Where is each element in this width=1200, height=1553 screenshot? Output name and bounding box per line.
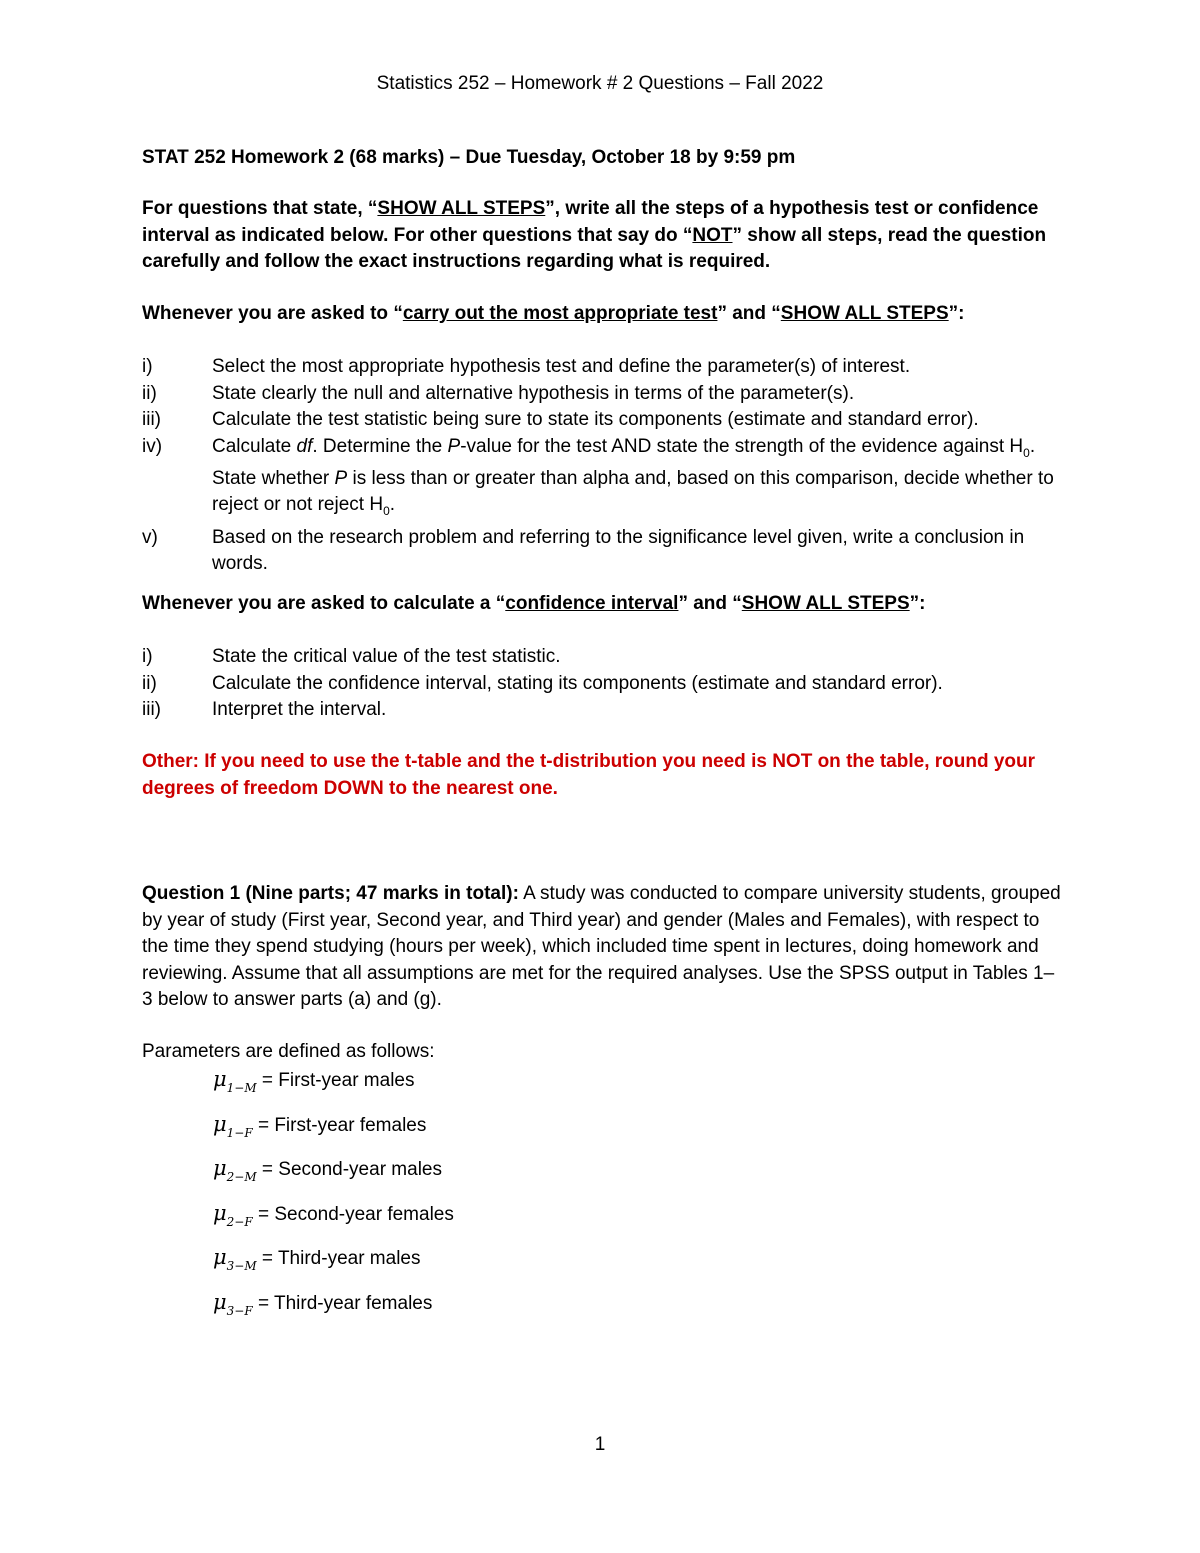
page-number: 1	[594, 1434, 606, 1455]
instructions-not: NOT	[692, 224, 733, 246]
step-text: Select the most appropriate hypothesis test and define the parameter(s) of interest.	[212, 356, 911, 377]
parameter-description: = First-year males	[256, 1070, 415, 1091]
ci-heading-text-c: ”:	[909, 593, 926, 614]
parameter-description: = Second-year males	[256, 1159, 442, 1180]
step-text: Calculate the test statistic being sure to state its components (estimate and standard error).	[212, 409, 979, 430]
mu-subscript: 1−F	[226, 1125, 253, 1140]
mu-subscript: 3−F	[226, 1303, 253, 1318]
mu-subscript: 2−M	[226, 1170, 257, 1184]
ci-heading-underlined-b: SHOW ALL STEPS	[741, 593, 910, 614]
instructions-text-3: ” show all steps, read the question carefully and follow the exact instructions regarding what is required.	[142, 224, 1047, 272]
step-text: Calculate the confidence interval, stating its components (estimate and standard error).	[212, 672, 943, 694]
instructions-text-1: For questions that state, “	[142, 198, 378, 219]
step-number: iv)	[142, 435, 163, 457]
instructions-paragraph	[142, 196, 1062, 276]
parameter-description: = Third-year females	[252, 1292, 433, 1314]
parameter-description: = Third-year males	[256, 1248, 421, 1269]
test-heading	[142, 301, 1062, 328]
list-item	[142, 354, 1072, 381]
test-heading-text-a: Whenever you are asked to “	[142, 303, 403, 324]
mu-symbol: μ	[213, 1067, 227, 1091]
mu-symbol: μ	[213, 1200, 227, 1225]
instructions-text-2: ”, write all the steps of a hypothesis test or confidence interval as indicated below. For other questions that say do “	[142, 198, 1039, 246]
list-item	[142, 671, 1072, 698]
step-text: State the critical value of the test statistic.	[212, 646, 561, 667]
ci-heading	[142, 591, 1062, 618]
test-steps-list	[142, 354, 1072, 578]
parameter-item	[213, 1062, 454, 1107]
step-number: v)	[142, 526, 158, 548]
step-number: iii)	[142, 699, 161, 720]
step-number: i)	[142, 646, 153, 667]
page-header: Statistics 252 – Homework # 2 Questions – Fall 2022	[376, 73, 824, 94]
step-number: iii)	[142, 409, 161, 430]
parameter-list	[213, 1062, 454, 1329]
list-item	[142, 381, 1072, 408]
list-item	[142, 644, 1072, 671]
step-text: Interpret the interval.	[212, 699, 387, 720]
step-number: i)	[142, 356, 153, 377]
question-1-label: Question 1 (Nine parts; 47 marks in total):	[142, 883, 519, 904]
question-1-text: A study was conducted to compare university students, grouped by year of study (First year, Second year, and Third year) and gender (Males and Females), with respect to the time they spend studying (hours per week), which included time spent in lectures, doing homework and reviewing. Assume that all assumptions are met for the required analyses. Use the SPSS output in Tables 1–3 below to answer parts (a) and (g).	[142, 883, 1061, 1010]
list-item	[142, 407, 1072, 434]
mu-symbol: μ	[213, 1111, 227, 1136]
mu-symbol: μ	[213, 1245, 227, 1269]
parameter-item	[213, 1240, 454, 1285]
list-item	[142, 525, 1072, 578]
ci-steps-list	[142, 644, 1072, 724]
homework-title: STAT 252 Homework 2 (68 marks) – Due Tuesday, October 18 by 9:59 pm	[142, 147, 796, 168]
ci-heading-text-b: ” and “	[678, 593, 742, 614]
red-note: Other: If you need to use the t-table and the t-distribution you need is NOT on the table, round your degrees of freedom DOWN to the nearest one.	[142, 751, 1036, 799]
parameter-item	[213, 1196, 454, 1241]
step-text: Based on the research problem and referring to the significance level given, write a conclusion in words.	[212, 526, 1025, 575]
test-heading-underlined-b: SHOW ALL STEPS	[780, 303, 949, 324]
parameter-item	[213, 1285, 454, 1330]
step-text: State clearly the null and alternative hypothesis in terms of the parameter(s).	[212, 382, 855, 404]
step-number: ii)	[142, 382, 157, 404]
mu-symbol: μ	[213, 1156, 227, 1180]
parameter-item	[213, 1107, 454, 1152]
ci-heading-underlined-a: confidence interval	[505, 593, 679, 614]
question-1	[142, 881, 1062, 1014]
params-intro: Parameters are defined as follows:	[142, 1041, 435, 1062]
parameter-description: = First-year females	[252, 1114, 427, 1136]
instructions-show-all-steps: SHOW ALL STEPS	[377, 198, 546, 219]
ci-heading-text-a: Whenever you are asked to calculate a “	[142, 593, 506, 614]
list-item	[142, 697, 1072, 724]
mu-symbol: μ	[213, 1289, 227, 1314]
test-heading-text-b: ” and “	[717, 303, 781, 324]
parameter-item	[213, 1151, 454, 1196]
test-heading-underlined-a: carry out the most appropriate test	[402, 303, 718, 324]
mu-subscript: 1−M	[226, 1081, 257, 1095]
step-number: ii)	[142, 672, 157, 694]
parameter-description: = Second-year females	[252, 1203, 454, 1225]
step-text: Calculate df. Determine the P-value for the test AND state the strength of the evidence against $H_0$. State whether P is less than or greater than alpha and, based on this comparison, decide whether to reject or not reject $H_0$.	[212, 435, 1054, 519]
mu-subscript: 2−F	[226, 1214, 253, 1229]
mu-subscript: 3−M	[226, 1259, 257, 1273]
test-heading-text-c: ”:	[948, 303, 965, 324]
list-item	[142, 434, 1072, 525]
